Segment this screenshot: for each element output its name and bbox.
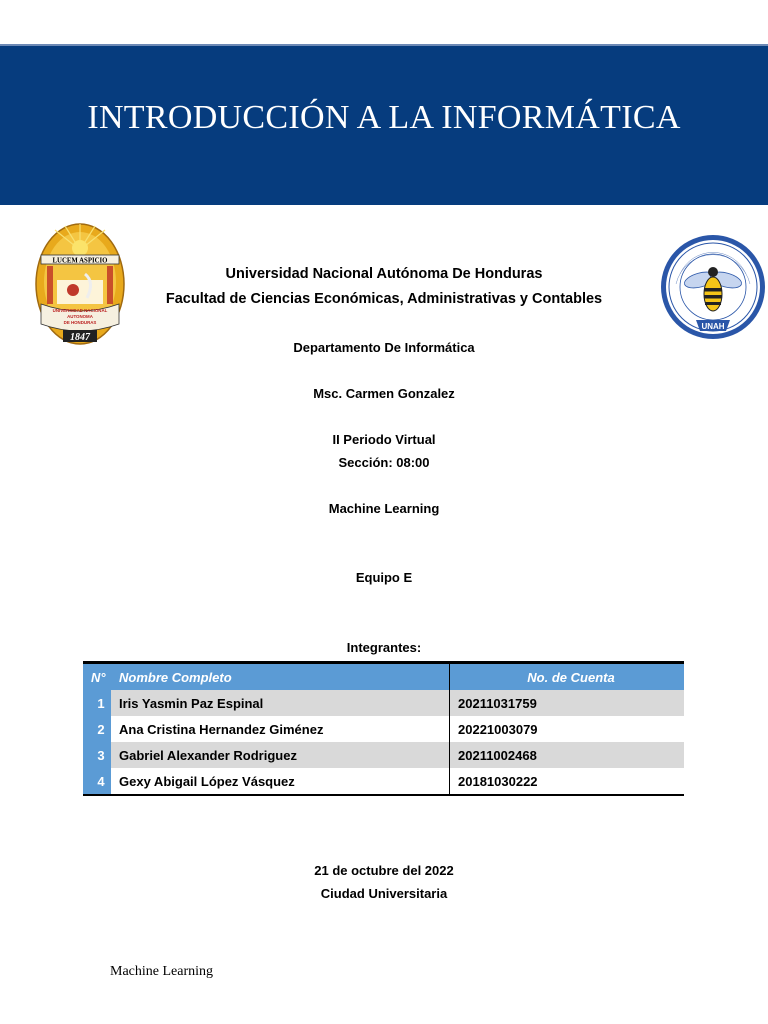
members-table <box>83 661 684 796</box>
table-row <box>83 768 684 795</box>
teacher-name: Msc. Carmen Gonzalez <box>313 386 455 401</box>
topic-label: Machine Learning <box>328 501 440 516</box>
svg-text:1847: 1847 <box>70 332 90 343</box>
member-name: Gexy Abigail López Vásquez <box>111 768 450 795</box>
unah-shield-logo-icon <box>35 222 125 346</box>
member-name: Iris Yasmin Paz Espinal <box>111 690 450 716</box>
table-row <box>83 742 684 768</box>
period-label: II Periodo Virtual <box>332 432 436 447</box>
header-account: No. de Cuenta <box>450 663 685 691</box>
svg-text:UNIVERSIDAD NACIONAL: UNIVERSIDAD NACIONAL <box>52 308 108 313</box>
svg-text:LUCEM ASPICIO: LUCEM ASPICIO <box>52 257 108 265</box>
team-label: Equipo E <box>355 570 413 585</box>
date-label: 21 de octubre del 2022 <box>314 863 454 878</box>
header-number: N° <box>83 663 111 691</box>
header-name: Nombre Completo <box>111 663 450 691</box>
member-account: 20181030222 <box>450 768 685 795</box>
member-account: 20221003079 <box>450 716 685 742</box>
member-name: Gabriel Alexander Rodriguez <box>111 742 450 768</box>
title-banner <box>0 46 768 205</box>
row-number: 2 <box>83 716 111 742</box>
section-label: Sección: 08:00 <box>338 455 430 470</box>
table-row <box>83 716 684 742</box>
svg-text:DE HONDURAS: DE HONDURAS <box>63 320 97 325</box>
department-name: Departamento De Informática <box>293 340 475 355</box>
row-number: 3 <box>83 742 111 768</box>
table-header-row <box>83 663 684 691</box>
page-footer: Machine Learning <box>110 964 214 979</box>
svg-text:AUTONOMA: AUTONOMA <box>67 314 93 319</box>
members-heading: Integrantes: <box>346 640 422 655</box>
row-number: 4 <box>83 768 111 795</box>
document-title: INTRODUCCIÓN A LA INFORMÁTICA <box>87 98 681 136</box>
member-account: 20211031759 <box>450 690 685 716</box>
bee-seal-logo-icon <box>660 234 766 340</box>
place-label: Ciudad Universitaria <box>320 886 448 901</box>
table-row <box>83 690 684 716</box>
faculty-name: Facultad de Ciencias Económicas, Administrativas y Contables <box>165 291 603 307</box>
row-number: 1 <box>83 690 111 716</box>
svg-text:UNAH: UNAH <box>701 322 725 331</box>
member-account: 20211002468 <box>450 742 685 768</box>
university-name: Universidad Nacional Autónoma De Honduras <box>225 266 543 282</box>
member-name: Ana Cristina Hernandez Giménez <box>119 721 324 737</box>
